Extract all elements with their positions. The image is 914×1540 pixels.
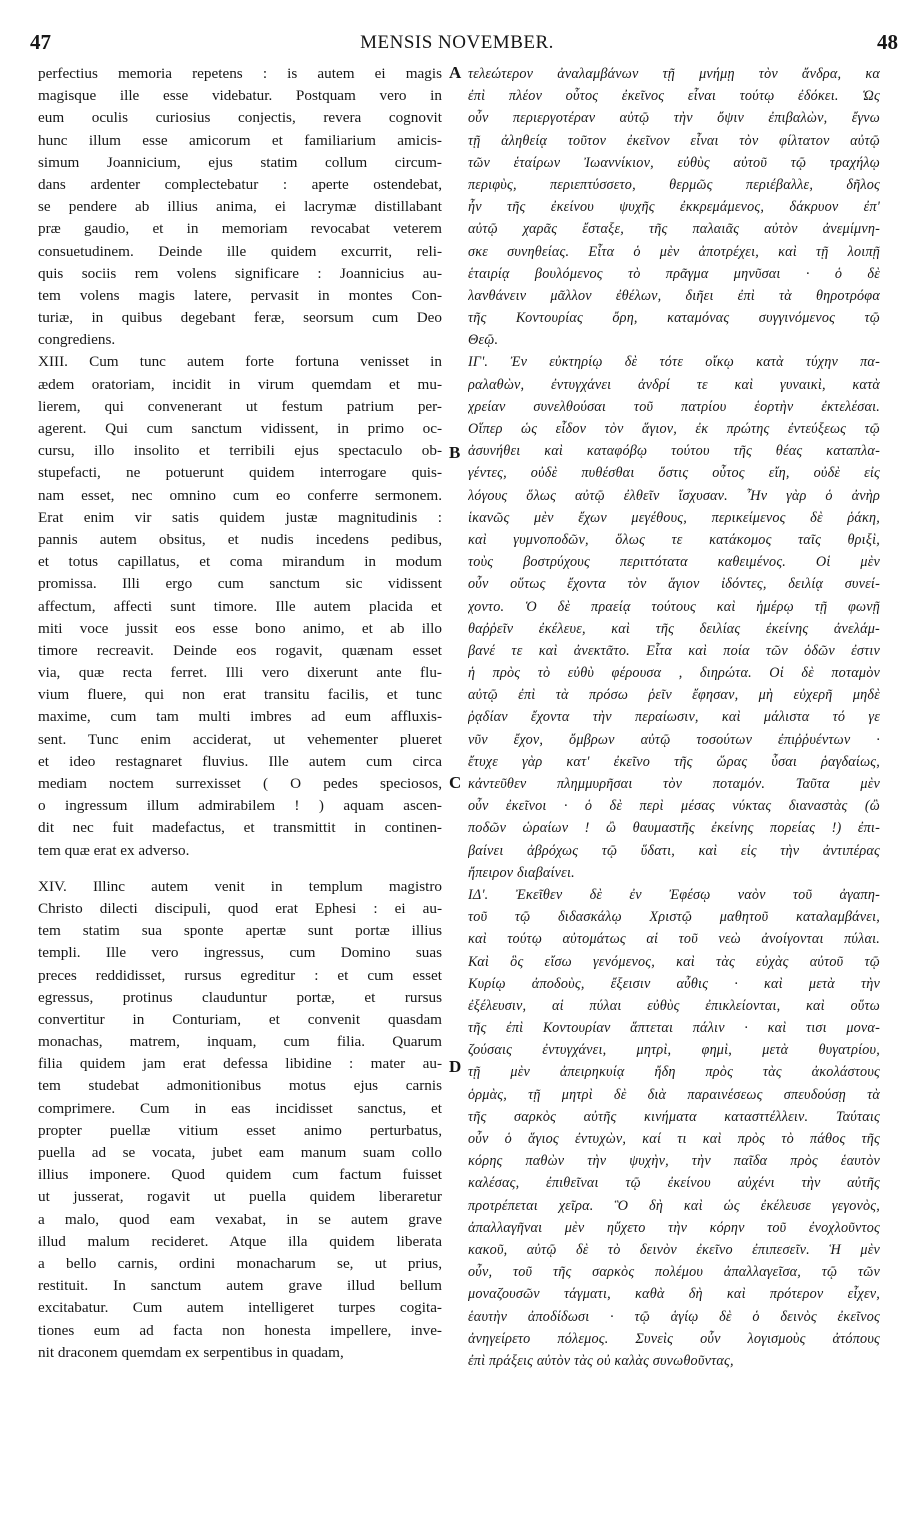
- latin-text-line: tiones eum ad facta non honesta impellere, inve-: [38, 1321, 442, 1339]
- greek-text-line: κἀντεῦθεν πλημμυρῆσαι τὸν ποταμόν. Ταῦτα μὲν: [468, 776, 880, 792]
- greek-text-line: τῇ ἀληθείᾳ τοῦτον ἐκεῖνον εἶναι τὸν φίλτατον αὐτῷ: [468, 132, 880, 149]
- greek-text-line: καὶ γυμνοποδῶν, ὅλως τε κατάκομος ταῖς θριξὶ,: [468, 531, 880, 548]
- latin-text-line: et ideo restagnaret fluvius. Ille autem cum circa: [38, 752, 442, 770]
- latin-text-line: preces reddidisset, rursus egreditur : et cum esset: [38, 966, 442, 984]
- greek-text-line: καλέσας, ἐπιθεῖναι τῷ ἐκείνου αὐχένι τὴν αὐτῆς: [468, 1175, 880, 1192]
- latin-text-line: dit nec fuit madefactus, et transmittit in continen-: [38, 819, 442, 837]
- latin-text-line: consuetudinem. Deinde ille quidem excurrit, reli-: [38, 242, 442, 260]
- greek-text-line: τοῦ τῷ διδασκάλῳ Χριστῷ μαθητοῦ καταλαμβάνει,: [468, 909, 880, 926]
- greek-text-line: σκε συνηθείας. Εἶτα ὁ μὲν ἀποτρέχει, καὶ τῇ λοιπῇ: [468, 243, 880, 260]
- margin-letter-b: B: [449, 443, 461, 462]
- latin-text-line: perfectius memoria repetens : is autem ei magis: [38, 65, 442, 82]
- greek-text-line: μοναζουσῶν τάγματι, καθὰ δὴ καὶ πρότερον εἶχεν,: [468, 1286, 880, 1303]
- greek-text-line: τῆς Κοντουρίας ὄρη, καταμόνας συγγινόμενος τῷ: [468, 310, 880, 327]
- greek-text-line: ἐξέλευσιν, αἱ πύλαι εὐθὺς ἐπικλείονται, καὶ οὕτω: [468, 997, 880, 1014]
- latin-text-line: mediam noctem surrexisset ( O pedes speciosos,: [38, 775, 442, 792]
- latin-text-line: nit draconem quemdam ex serpentibus in quadam,: [38, 1343, 344, 1361]
- latin-text-line: se pendere ab illius anima, ei lacrymæ distillabant: [38, 198, 442, 216]
- right-page-number: 48: [877, 30, 898, 54]
- greek-text-line: ζούσαις ἐντυγχάνει, μητρὶ, φημὶ, μετὰ θυγατρίου,: [468, 1042, 880, 1059]
- latin-text-line: via, quæ recta ferret. Illi vero dixerunt ante flu-: [38, 664, 442, 682]
- latin-text-line: ædem oratoriam, incidit in virum quemdam et mu-: [38, 375, 442, 393]
- latin-text-line: stupefacti, ne potuerunt quidem interrogare quis-: [38, 464, 442, 482]
- greek-text-line: ἑαυτὴν ἀποδίδωσι · τῷ ἁγίῳ δὲ ὁ δεινὸς ἐκεῖνος: [468, 1308, 880, 1325]
- greek-text-line: ΙΓʹ. Ἐν εὐκτηρίῳ δὲ τότε οἴκῳ κατὰ τύχην πα-: [468, 354, 880, 371]
- latin-text-line: congrediens.: [38, 331, 116, 349]
- latin-text-line: timore recreavit. Deinde eos rogavit, quænam esset: [38, 641, 442, 659]
- greek-text-line: οὖν περιεργοτέραν αὐτῷ τὴν ὄψιν ἐπιβαλὼν, ἔγνω: [468, 110, 880, 127]
- greek-text-line: κακοῦ, αὐτῷ δὲ τὸ δεινὸν ἐκεῖνο ἐπιπεσεῖν. Ἡ μὲν: [468, 1241, 880, 1258]
- latin-text-line: sent. Tunc enim acciderat, ut vehementer plueret: [38, 730, 442, 748]
- greek-text-line: Οἵπερ ὡς εἶδον τὸν ἅγιον, ἐκ πρώτης ἐντεύξεως τῷ: [468, 421, 880, 437]
- latin-text-line: a bello carnis, ordini monacharum se, ut prius,: [38, 1254, 442, 1272]
- margin-letter-c: C: [449, 773, 462, 792]
- greek-text-line: τῇ μὲν ἀπειρηκυίᾳ ἤδη πρὸς τὰς ἀκολάστους: [468, 1064, 880, 1081]
- greek-text-line: κόρης παθὼν τὴν ψυχὴν, τὴν παῖδα πρὸς ἑαυτὸν: [468, 1153, 880, 1170]
- latin-text-line: puella ad se vocata, jubet eam manum suam collo: [38, 1144, 442, 1161]
- greek-column: [468, 63, 880, 1372]
- greek-text-line: ἡ πρὸς τὸ εὐθὺ φέρουσα , διηρώτα. Οἱ δὲ ποταμὸν: [468, 665, 880, 682]
- latin-text-line: tem quæ erat ex adverso.: [38, 841, 190, 859]
- latin-text-line: ut jusserat, rogavit ut puella quidem liberaretur: [38, 1188, 442, 1206]
- latin-text-line: agerent. Qui cum sanctum vidissent, in primo oc-: [38, 420, 442, 437]
- left-page-number: 47: [30, 30, 51, 54]
- greek-text-line: αὐτῷ χαρᾶς ἔσταξε, τῆς παλαιᾶς αὐτὸν ἀνεμίμνη-: [468, 221, 880, 238]
- latin-text-line: tem studebat admonitionibus motus ejus carnis: [38, 1077, 442, 1095]
- greek-text-line: ΙΔʹ. Ἐκεῖθεν δὲ ἐν Ἐφέσῳ ναὸν τοῦ ἀγαπη-: [468, 886, 880, 903]
- latin-text-line: nam esset, nec omnino cum eo conferre sermonem.: [38, 486, 442, 504]
- greek-text-line: τοὺς βοστρύχους περιττότατα καθειμένος. Οἱ μὲν: [468, 554, 880, 571]
- greek-text-line: νῦν ἔχον, ὄμβρων αὐτῷ τοσούτων ἐπιῤῥυέντων ·: [468, 731, 880, 748]
- latin-text-line: hunc illum esse amicorum et familiarium amicis-: [38, 131, 442, 149]
- latin-text-line: miti voce jussit eos esse bono animo, et ab illo: [38, 619, 442, 637]
- page-header: [0, 0, 914, 60]
- greek-text-line: ἀσυνήθει καὶ καταφόβῳ τούτου τῆς θέας καταπλα-: [468, 443, 880, 460]
- greek-text-line: Θεῷ.: [468, 332, 499, 349]
- latin-text-line: filia quidem jam erat defessa libidine : mater au-: [38, 1055, 442, 1073]
- greek-text-line: καὶ τούτῳ αὐτομάτως αἱ τοῦ νεὼ ἀνοίγονται πύλαι.: [468, 931, 880, 948]
- greek-text-line: προτρέπεται χεῖρα. Ὃ δὴ καὶ ὡς ἐκέλευσε γεγονὸς,: [468, 1197, 880, 1214]
- greek-text-line: ἀπαλλαγῆναι μὲν ηὔχετο τὴν κόρην τοῦ ἐνοχλοῦντος: [468, 1219, 880, 1236]
- greek-text-line: χοντο. Ὁ δὲ πραείᾳ τούτους καὶ ἡμέρῳ τῇ φωνῇ: [468, 598, 880, 615]
- latin-text-line: comprimere. Cum in eas incidisset sanctus, et: [38, 1099, 442, 1117]
- latin-text-line: o ingressum illum admirabilem ! ) aquam ascen-: [38, 797, 442, 815]
- greek-text-line: θαῤῥεῖν ἐκέλευε, καὶ τῆς δειλίας ἐκείνης ἀνελάμ-: [468, 620, 880, 637]
- latin-text-line: convertitur in Conturiam, et convenit quasdam: [38, 1010, 442, 1028]
- latin-text-line: cursu, illo insolito et terribili ejus spectaculo ob-: [38, 442, 442, 460]
- latin-text-line: lierem, qui convenerant ut festum patrium per-: [38, 397, 442, 415]
- margin-letter-d: D: [449, 1057, 462, 1076]
- latin-text-line: simum Joannicium, ejus statim collum circum-: [38, 153, 442, 171]
- latin-text-line: maxime, cum tam multi imbres ad eum affluxis-: [38, 708, 442, 726]
- greek-text-line: ῥᾳδίαν ἔχοντα τὴν περαίωσιν, καὶ μάλιστα τό γε: [468, 709, 880, 726]
- latin-text-line: quis sociis rem volens significare : Joannicius au-: [38, 264, 442, 282]
- greek-text-line: οὖν, τοῦ τῆς σαρκὸς πολέμου ἀπαλλαγεῖσα, τῷ τῶν: [468, 1264, 880, 1281]
- running-title: MENSIS NOVEMBER.: [360, 32, 554, 53]
- greek-text-line: ἔτυχε γὰρ κατ' ἐκεῖνο τῆς ὥρας ὗσαι ῥαγδαίως,: [468, 753, 880, 770]
- greek-text-line: τῆς σαρκὸς αὐτῆς κινήματα κατασττέλλειν. Ταύταις: [468, 1108, 880, 1125]
- greek-text-line: τελεώτερον ἀναλαμβάνων τῇ μνήμῃ τὸν ἄνδρα, κα: [468, 66, 880, 82]
- greek-text-line: χρείαν συνελθούσαι τοῦ πατρίου ἑορτὴν ἐκτελέσαι.: [468, 398, 880, 415]
- latin-text-line: XIII. Cum tunc autem forte fortuna venisset in: [38, 353, 442, 371]
- latin-text-line: propter puellæ vitium esset animo perturbatus,: [38, 1121, 442, 1139]
- latin-text-line: templi. Ille vero ingressus, cum Domino suas: [38, 944, 442, 962]
- latin-text-line: magisque ille esse videbatur. Postquam vero in: [38, 87, 442, 105]
- greek-text-line: τῶν ἑταίρων Ἰωαννίκιον, εὐθὺς αὐτοῦ τῷ τραχήλῳ: [468, 154, 880, 171]
- greek-text-line: αὐτῷ ἐπὶ τὰ πρόσω ῥεῖν ἔφησαν, μὴ εὐχερῆ μηδὲ: [468, 687, 880, 704]
- greek-text-line: τῆς ἐπὶ Κοντουρίαν ἅπτεται πάλιν · καὶ τισι μονα-: [468, 1020, 880, 1037]
- latin-column: [38, 63, 442, 1364]
- latin-text-line: præ gaudio, et in memoriam revocabat veterem: [38, 220, 442, 238]
- latin-text-line: illius imponere. Quod quidem cum factum fuisset: [38, 1166, 442, 1184]
- greek-text-line: ἦν τῆς ἐκείνου ψυχῆς ἐκκρεμάμενος, δάκρυον ἐπ': [468, 199, 880, 216]
- margin-letter-a: A: [449, 63, 462, 82]
- latin-text-line: [38, 862, 442, 876]
- latin-text-line: pannis autem obsitus, et nudis incedens pedibus,: [38, 530, 442, 548]
- latin-text-line: monachas, matrem, inquam, cum filia. Quarum: [38, 1033, 442, 1051]
- greek-text-line: ραλαθὼν, ἐντυγχάνει ἀνδρί τε καὶ γυναικὶ, κατὰ: [468, 376, 880, 393]
- latin-text-line: et totus capillatus, et coma mirandum in modum: [38, 553, 442, 571]
- greek-text-line: ἐπὶ πλέον οὗτος ἐκεῖνος εἶναι τούτῳ ἐδόκει. Ὡς: [468, 88, 880, 105]
- latin-text-line: vium fluere, qui non erat transitu facilis, et tunc: [38, 686, 442, 704]
- latin-text-line: Erat enim vir satis quidem justæ magnitudinis :: [38, 508, 442, 526]
- latin-text-line: a malo, quod eam vexabat, in se autem grave: [38, 1210, 442, 1228]
- greek-text-line: ἐπὶ πράξεις αὐτὸν τὰς οὐ καλὰς συνωθοῦντας,: [468, 1352, 734, 1369]
- greek-text-line: βαίνει ἀβρόχως τῷ ὕδατι, καὶ εἰς τὴν ἀντιπέρας: [468, 842, 880, 859]
- greek-text-line: λόγους ὅλως αὐτῷ ἐλθεῖν ἴσχυσαν. Ἦν γὰρ ὁ ἀνὴρ: [468, 487, 880, 504]
- greek-text-line: ἤπειρον διαβαίνει.: [468, 864, 575, 881]
- greek-text-line: ποδῶν ὡραίων ! ὢ θαυμαστῆς ἐκείνης πορείας !) ἐπι-: [468, 820, 880, 837]
- latin-text-line: egressus, protinus clauduntur portæ, et rursus: [38, 988, 442, 1006]
- greek-text-line: ἑταιρίᾳ βουλόμενος τὸ πρᾶγμα μηνῦσαι · ὁ δὲ: [468, 265, 880, 282]
- greek-text-line: βανέ τε καὶ ἀνεκτᾶτο. Εἶτα καὶ ποία τῶν ὁδῶν ἐστιν: [468, 642, 880, 659]
- latin-text-line: illud malum recideret. Atque illa quidem liberata: [38, 1232, 442, 1250]
- greek-text-line: Καὶ ὃς εἴσω γενόμενος, καὶ τὰς εὐχὰς αὐτοῦ τῷ: [468, 953, 880, 970]
- latin-text-line: XIV. Illinc autem venit in templum magistro: [38, 877, 442, 895]
- greek-text-line: ἀνηγείρετο πόλεμος. Συνεὶς οὖν λογισμοὺς ἀτόπους: [468, 1330, 880, 1347]
- greek-text-line: οὖν οὕτως ἔχοντα τὸν ἅγιον ἰδόντες, δειλίᾳ συνεί-: [468, 576, 880, 593]
- latin-text-line: eum oculis curiosius conjectis, revera cognovit: [38, 109, 442, 127]
- greek-text-line: λανθάνειν μᾶλλον ἐθέλων, διῆει ἐπὶ τὰ θηροτρόφα: [468, 287, 880, 304]
- latin-text-line: restituit. In sanctum autem grave illud bellum: [38, 1277, 442, 1295]
- latin-text-line: dans ardenter complectebatur : aperte ostendebat,: [38, 175, 442, 193]
- greek-text-line: οὖν ὁ ἅγιος ἐντυχὼν, καί τι καὶ πρὸς τὸ πάθος τῆς: [468, 1131, 880, 1147]
- greek-text-line: Κυρίῳ ἀποδοὺς, ἔξεισιν αὖθις · καὶ μετὰ τὴν: [468, 975, 880, 992]
- latin-text-line: tem volens magis latere, pervasit in montes Con-: [38, 286, 442, 304]
- latin-text-line: Christo dilecti discipuli, quod erat Ephesi : ei au-: [38, 899, 442, 917]
- latin-text-line: excitabatur. Cum autem intelligeret turpes cogita-: [38, 1299, 442, 1317]
- greek-text-line: οὖν ἐκεῖνοι · ὁ δὲ περὶ μέσας νύκτας διαναστὰς (ὢ: [468, 798, 880, 815]
- latin-text-line: affectum, affecti sunt timore. Ille autem placida et: [38, 597, 442, 615]
- latin-text-line: promissa. Illi ergo cum sanctum sic vidissent: [38, 575, 442, 593]
- greek-text-line: περιφὺς, περιεπτύσσετο, θερμῶς περιέβαλλε, δῆλος: [468, 176, 880, 193]
- latin-text-line: tem statim sua sponte apertæ sunt portæ illius: [38, 922, 442, 940]
- greek-text-line: γέντες, οὐδὲ πυθέσθαι ὅστις οὗτος εἴη, οὐδὲ εἰς: [468, 465, 880, 482]
- greek-text-line: ἱκανῶς μὲν ἔχων μεγέθους, περικείμενος δὲ ῥάκη,: [468, 509, 880, 526]
- latin-text-line: turiæ, in quibus degebant feræ, seorsum cum Deo: [38, 309, 442, 327]
- greek-text-line: ὁρμὰς, τῇ μητρὶ δὲ διὰ παραινέσεως σπευδούσῃ τὰ: [468, 1086, 880, 1103]
